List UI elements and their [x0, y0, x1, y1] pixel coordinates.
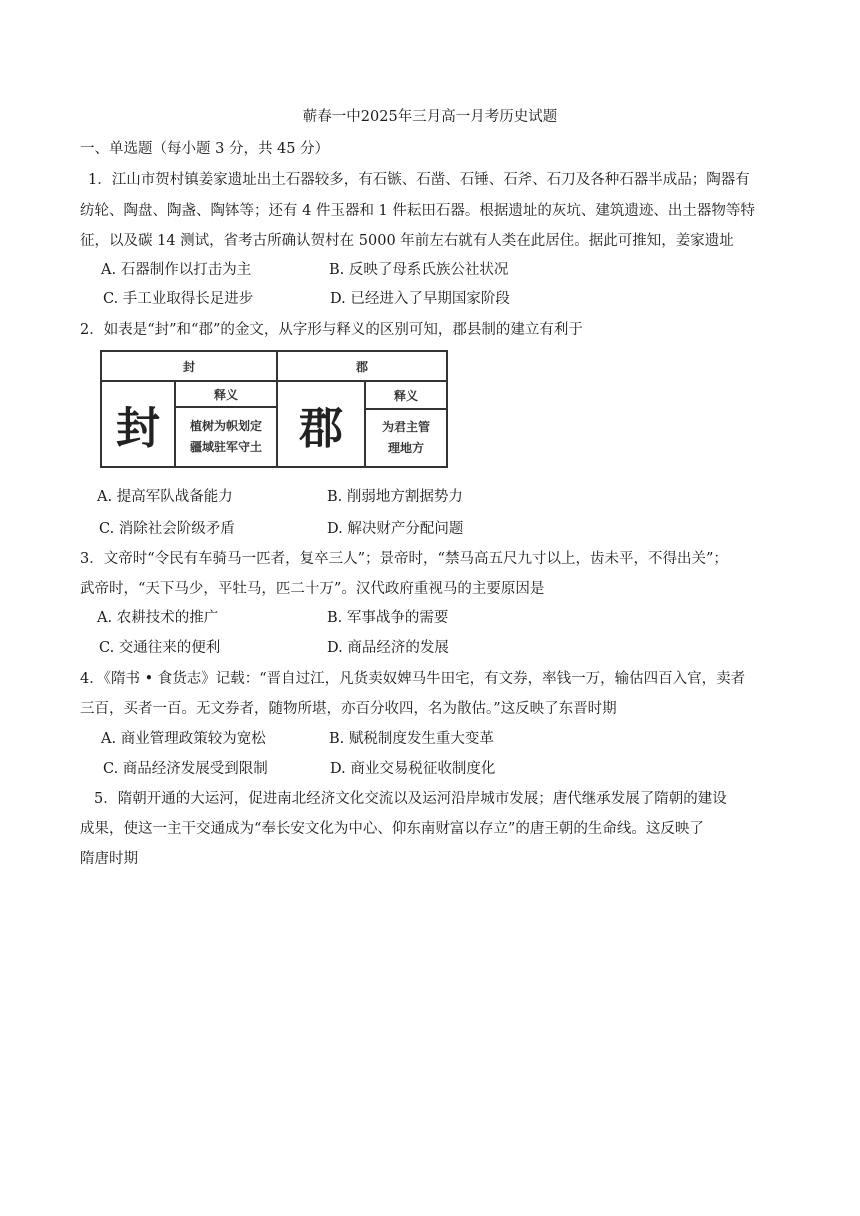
- question-4-line-2: 三百，买者一百。无文券者，随物所堪，亦百分收四，名为散估。”这反映了东晋时期: [80, 701, 617, 717]
- question-5-line-3: 隋唐时期: [80, 851, 138, 867]
- feng-meaning-line-2: 疆域驻军守土: [189, 440, 262, 454]
- jun-meaning-line-1: 为君主管: [381, 420, 430, 434]
- question-5-line-2: 成果，使这一主干交通成为“奉长安文化为中心、仰东南财富以存立”的唐王朝的生命线。这反映了: [80, 821, 704, 837]
- question-5-line-1: 5．隋朝开通的大运河，促进南北经济文化交流以及运河沿岸城市发展；唐代继承发展了隋朝的建设: [94, 791, 727, 807]
- question-3-option-b[interactable]: B. 军事战争的需要: [327, 610, 449, 626]
- question-4-option-b[interactable]: B. 赋税制度发生重大变革: [329, 731, 494, 747]
- left-meaning-label: 释义: [213, 387, 238, 402]
- question-2-line-1: 2．如表是“封”和“郡”的金文，从字形与释义的区别可知，郡县制的建立有利于: [80, 322, 583, 338]
- question-2-option-d[interactable]: D. 解决财产分配问题: [327, 521, 464, 537]
- header-feng: 封: [182, 359, 195, 374]
- question-2-option-c[interactable]: C. 消除社会阶级矛盾: [99, 521, 235, 537]
- question-1-option-d[interactable]: D. 已经进入了早期国家阶段: [330, 291, 510, 307]
- jun-meaning-line-2: 理地方: [387, 441, 424, 455]
- feng-meaning-line-1: 植树为帜划定: [189, 419, 262, 433]
- question-1-line-3: 征，以及碳 14 测试，省考古所确认贺村在 5000 年前左右就有人类在此居住。据此可推知，姜家遗址: [80, 233, 734, 249]
- question-3-option-a[interactable]: A. 农耕技术的推广: [97, 610, 219, 626]
- header-jun: 郡: [355, 359, 368, 374]
- jun-bronze-glyph: 郡: [299, 403, 343, 454]
- question-1-option-c[interactable]: C. 手工业取得长足进步: [103, 291, 254, 307]
- feng-bronze-glyph: 封: [116, 403, 160, 454]
- right-meaning-label: 释义: [393, 388, 418, 403]
- question-4-option-c[interactable]: C. 商品经济发展受到限制: [103, 761, 268, 777]
- question-1-line-1: 1．江山市贺村镇姜家遗址出土石器较多，有石镞、石凿、石锤、石斧、石刀及各种石器半成品；陶器有: [88, 172, 750, 188]
- feng-jun-bronze-script-table: [100, 350, 448, 468]
- question-2-option-b[interactable]: B. 削弱地方割据势力: [327, 489, 463, 505]
- question-2-option-a[interactable]: A. 提高军队战备能力: [97, 489, 233, 505]
- jun-meaning: [366, 410, 446, 466]
- question-1-option-b[interactable]: B. 反映了母系氏族公社状况: [329, 262, 509, 278]
- section-heading: 一、单选题（每小题 3 分，共 45 分）: [80, 141, 330, 157]
- question-4-option-a[interactable]: A. 商业管理政策较为宽松: [101, 731, 266, 747]
- question-1-option-a[interactable]: A. 石器制作以打击为主: [101, 262, 252, 278]
- question-3-option-c[interactable]: C. 交通往来的便利: [99, 640, 221, 656]
- question-4-line-1: 4．《隋书 • 食货志》记载：“晋自过江，凡货卖奴婢马牛田宅，有文券，率钱一万，输估四百入官，卖者: [80, 671, 746, 687]
- question-3-line-1: 3．文帝时“令民有车骑马一匹者，复卒三人”；景帝时，“禁马高五尺九寸以上，齿未平，不得出关”；: [80, 551, 728, 567]
- question-3-line-2: 武帝时，“天下马少，平牡马，匹二十万”。汉代政府重视马的主要原因是: [80, 581, 545, 597]
- question-4-option-d[interactable]: D. 商业交易税征收制度化: [330, 761, 496, 777]
- question-1-line-2: 纺轮、陶盘、陶盏、陶钵等；还有 4 件玉器和 1 件耘田石器。根据遗址的灰坑、建筑遗迹、出土器物等特: [80, 203, 755, 219]
- feng-meaning: [176, 408, 276, 466]
- document-title: 蕲春一中2025年三月高一月考历史试题: [302, 109, 558, 125]
- question-3-option-d[interactable]: D. 商品经济的发展: [327, 640, 449, 656]
